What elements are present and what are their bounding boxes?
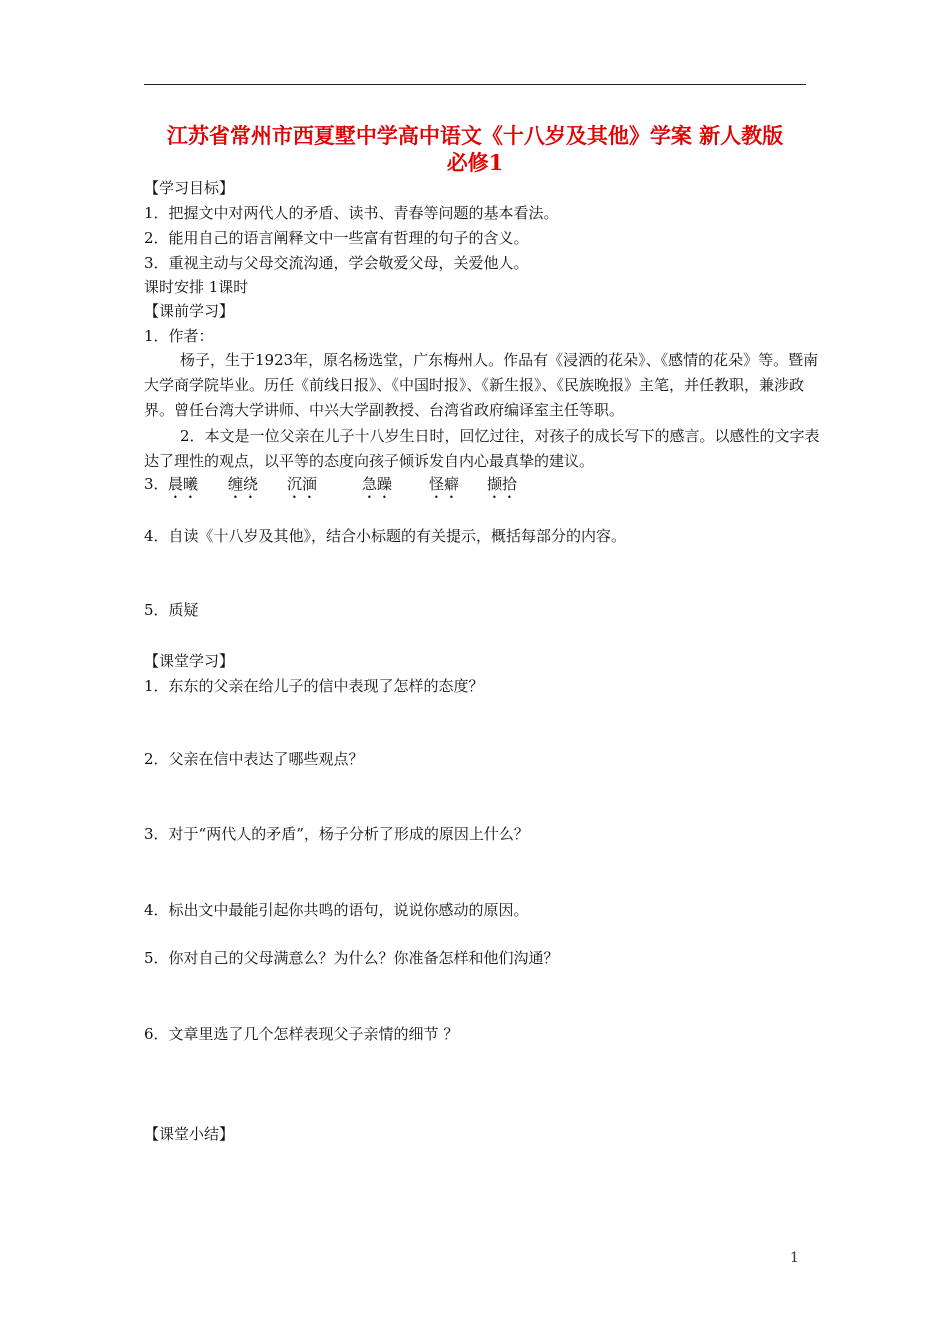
goal-item-1: 1．把握文中对两代人的矛盾、读书、青春等问题的基本看法。	[144, 204, 559, 222]
vocabulary-word: 急躁	[362, 475, 393, 493]
goals-heading: 【学习目标】	[144, 179, 235, 197]
author-paragraph: 杨子，生于1923年，原名杨选堂，广东梅州人。作品有《浸洒的花朵》、《感情的花朵》等。暨南大学商学院毕业。历任《前线日报》、《中国时报》、《新生报》、《民族晚报》主笔，并任教职，兼涉政界。曾任台湾大学讲师、中兴大学副教授、台湾省政府编译室主任等职。	[144, 351, 819, 419]
class-question-5: 5．你对自己的父母满意么？为什么？你准备怎样和他们沟通？	[144, 949, 559, 967]
class-question-4: 4．标出文中最能引起你共鸣的语句，说说你感动的原因。	[144, 901, 529, 919]
pre-study-item-4: 4．自读《十八岁及其他》，结合小标题的有关提示，概括每部分的内容。	[144, 527, 627, 545]
vocabulary-word: 缠绕	[228, 475, 259, 493]
vocabulary-word: 撷拾	[487, 475, 518, 493]
header-rule	[144, 84, 806, 85]
document-title-line2: 必修1	[446, 150, 504, 175]
vocabulary-word: 晨曦	[168, 475, 199, 493]
class-question-2: 2．父亲在信中表达了哪些观点？	[144, 750, 364, 768]
vocabulary-label: 3．	[144, 475, 169, 493]
class-question-1: 1．东东的父亲在给儿子的信中表现了怎样的态度？	[144, 677, 484, 695]
goal-item-2: 2．能用自己的语言阐释文中一些富有哲理的句子的含义。	[144, 229, 529, 247]
lesson-schedule: 课时安排 1课时	[144, 278, 249, 296]
summary-heading: 【课堂小结】	[144, 1125, 235, 1143]
pre-study-item-5: 5．质疑	[144, 601, 199, 619]
pre-study-heading: 【课前学习】	[144, 302, 235, 320]
intro-paragraph: 2．本文是一位父亲在儿子十八岁生日时，回忆过往，对孩子的成长写下的感言。以感性的文字表达了理性的观点，以平等的态度向孩子倾诉发自内心最真挚的建议。	[144, 427, 820, 470]
class-question-3: 3．对于“两代人的矛盾”，杨子分析了形成的原因上什么？	[144, 825, 529, 843]
class-study-heading: 【课堂学习】	[144, 652, 235, 670]
author-label: 1．作者：	[144, 327, 214, 345]
document-title-line1: 江苏省常州市西夏墅中学高中语文《十八岁及其他》学案 新人教版	[166, 123, 784, 148]
goal-item-3: 3．重视主动与父母交流沟通，学会敬爱父母，关爱他人。	[144, 254, 529, 272]
class-question-6: 6．文章里选了几个怎样表现父子亲情的细节 ？	[144, 1025, 459, 1043]
page-number: 1	[790, 1250, 799, 1266]
vocabulary-word: 怪癖	[429, 475, 460, 493]
vocabulary-word: 沉湎	[287, 475, 318, 493]
